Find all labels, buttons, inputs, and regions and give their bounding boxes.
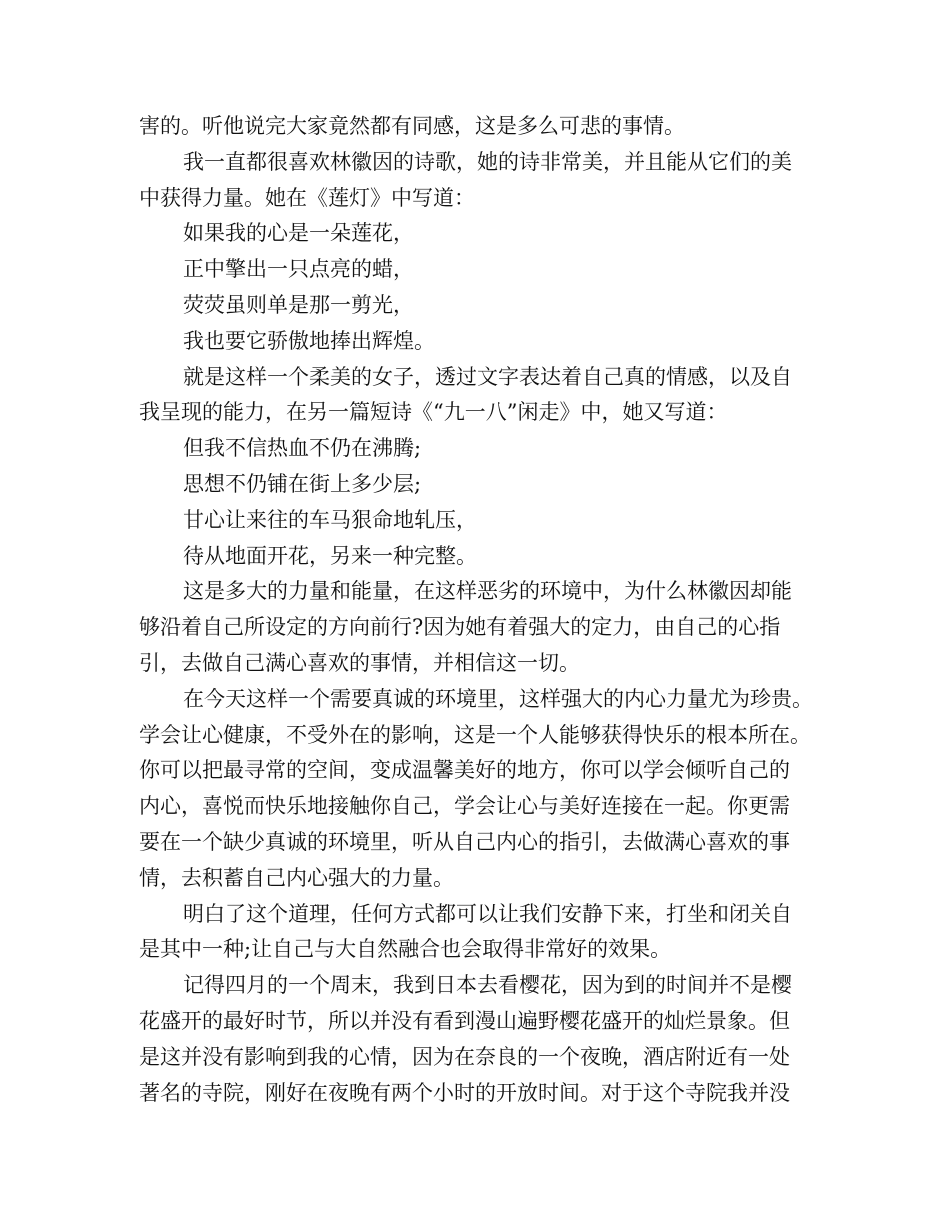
paragraph-line-indented: 甘心让来往的车马狠命地轧压，: [183, 507, 477, 532]
paragraph-line-indented: 正中擎出一只点亮的蜡，: [183, 257, 414, 282]
paragraph-line-indented: 如果我的心是一朵莲花，: [183, 221, 414, 246]
paragraph-line-indented: 荧荧虽则单是那一剪光，: [183, 292, 414, 317]
paragraph-line: 中获得力量。她在《莲灯》中写道：: [139, 185, 475, 210]
paragraph-line-indented: 我也要它骄傲地捧出辉煌。: [183, 328, 435, 353]
paragraph-line-indented: 明白了这个道理，任何方式都可以让我们安静下来，打坐和闭关自: [183, 901, 792, 926]
paragraph-line: 是这并没有影响到我的心情，因为在奈良的一个夜晚，酒店附近有一处: [139, 1044, 790, 1069]
paragraph-line-indented: 这是多大的力量和能量，在这样恶劣的环境中，为什么林徽因却能: [183, 579, 792, 604]
document-body-text: [139, 109, 829, 1111]
paragraph-line-indented: 但我不信热血不仍在沸腾;: [183, 436, 422, 461]
paragraph-line: 我呈现的能力，在另一篇短诗《“九一八”闲走》中，她又写道：: [139, 400, 728, 425]
paragraph-line-indented: 就是这样一个柔美的女子，透过文字表达着自己真的情感，以及自: [183, 364, 792, 389]
paragraph-line: 是其中一种;让自己与大自然融合也会取得非常好的效果。: [139, 937, 672, 962]
paragraph-line-indented: 我一直都很喜欢林徽因的诗歌，她的诗非常美，并且能从它们的美: [183, 149, 792, 174]
paragraph-line-indented: 记得四月的一个周末，我到日本去看樱花，因为到的时间并不是樱: [183, 973, 792, 998]
paragraph-line-indented: 在今天这样一个需要真诚的环境里，这样强大的内心力量尤为珍贵。: [183, 686, 813, 711]
paragraph-line: 害的。听他说完大家竟然都有同感，这是多么可悲的事情。: [139, 114, 685, 138]
paragraph-line-indented: 待从地面开花，另来一种完整。: [183, 543, 477, 568]
paragraph-line: 引，去做自己满心喜欢的事情，并相信这一切。: [139, 650, 580, 675]
paragraph-line: 内心，喜悦而快乐地接触你自己，学会让心与美好连接在一起。你更需: [139, 794, 790, 819]
paragraph-line: 要在一个缺少真诚的环境里，听从自己内心的指引，去做满心喜欢的事: [139, 829, 790, 854]
paragraph-line: 花盛开的最好时节，所以并没有看到漫山遍野樱花盛开的灿烂景象。但: [139, 1008, 790, 1033]
paragraph-line: 情，去积蓄自己内心强大的力量。: [139, 865, 454, 890]
paragraph-line: 够沿着自己所设定的方向前行?因为她有着强大的定力，由自己的心指: [139, 615, 781, 640]
paragraph-line: 学会让心健康，不受外在的影响，这是一个人能够获得快乐的根本所在。: [139, 722, 811, 747]
paragraph-line-indented: 思想不仍铺在街上多少层;: [183, 471, 422, 496]
paragraph-line: 你可以把最寻常的空间，变成温馨美好的地方，你可以学会倾听自己的: [139, 758, 790, 783]
paragraph-line: 著名的寺院，刚好在夜晚有两个小时的开放时间。对于这个寺院我并没: [139, 1080, 790, 1105]
